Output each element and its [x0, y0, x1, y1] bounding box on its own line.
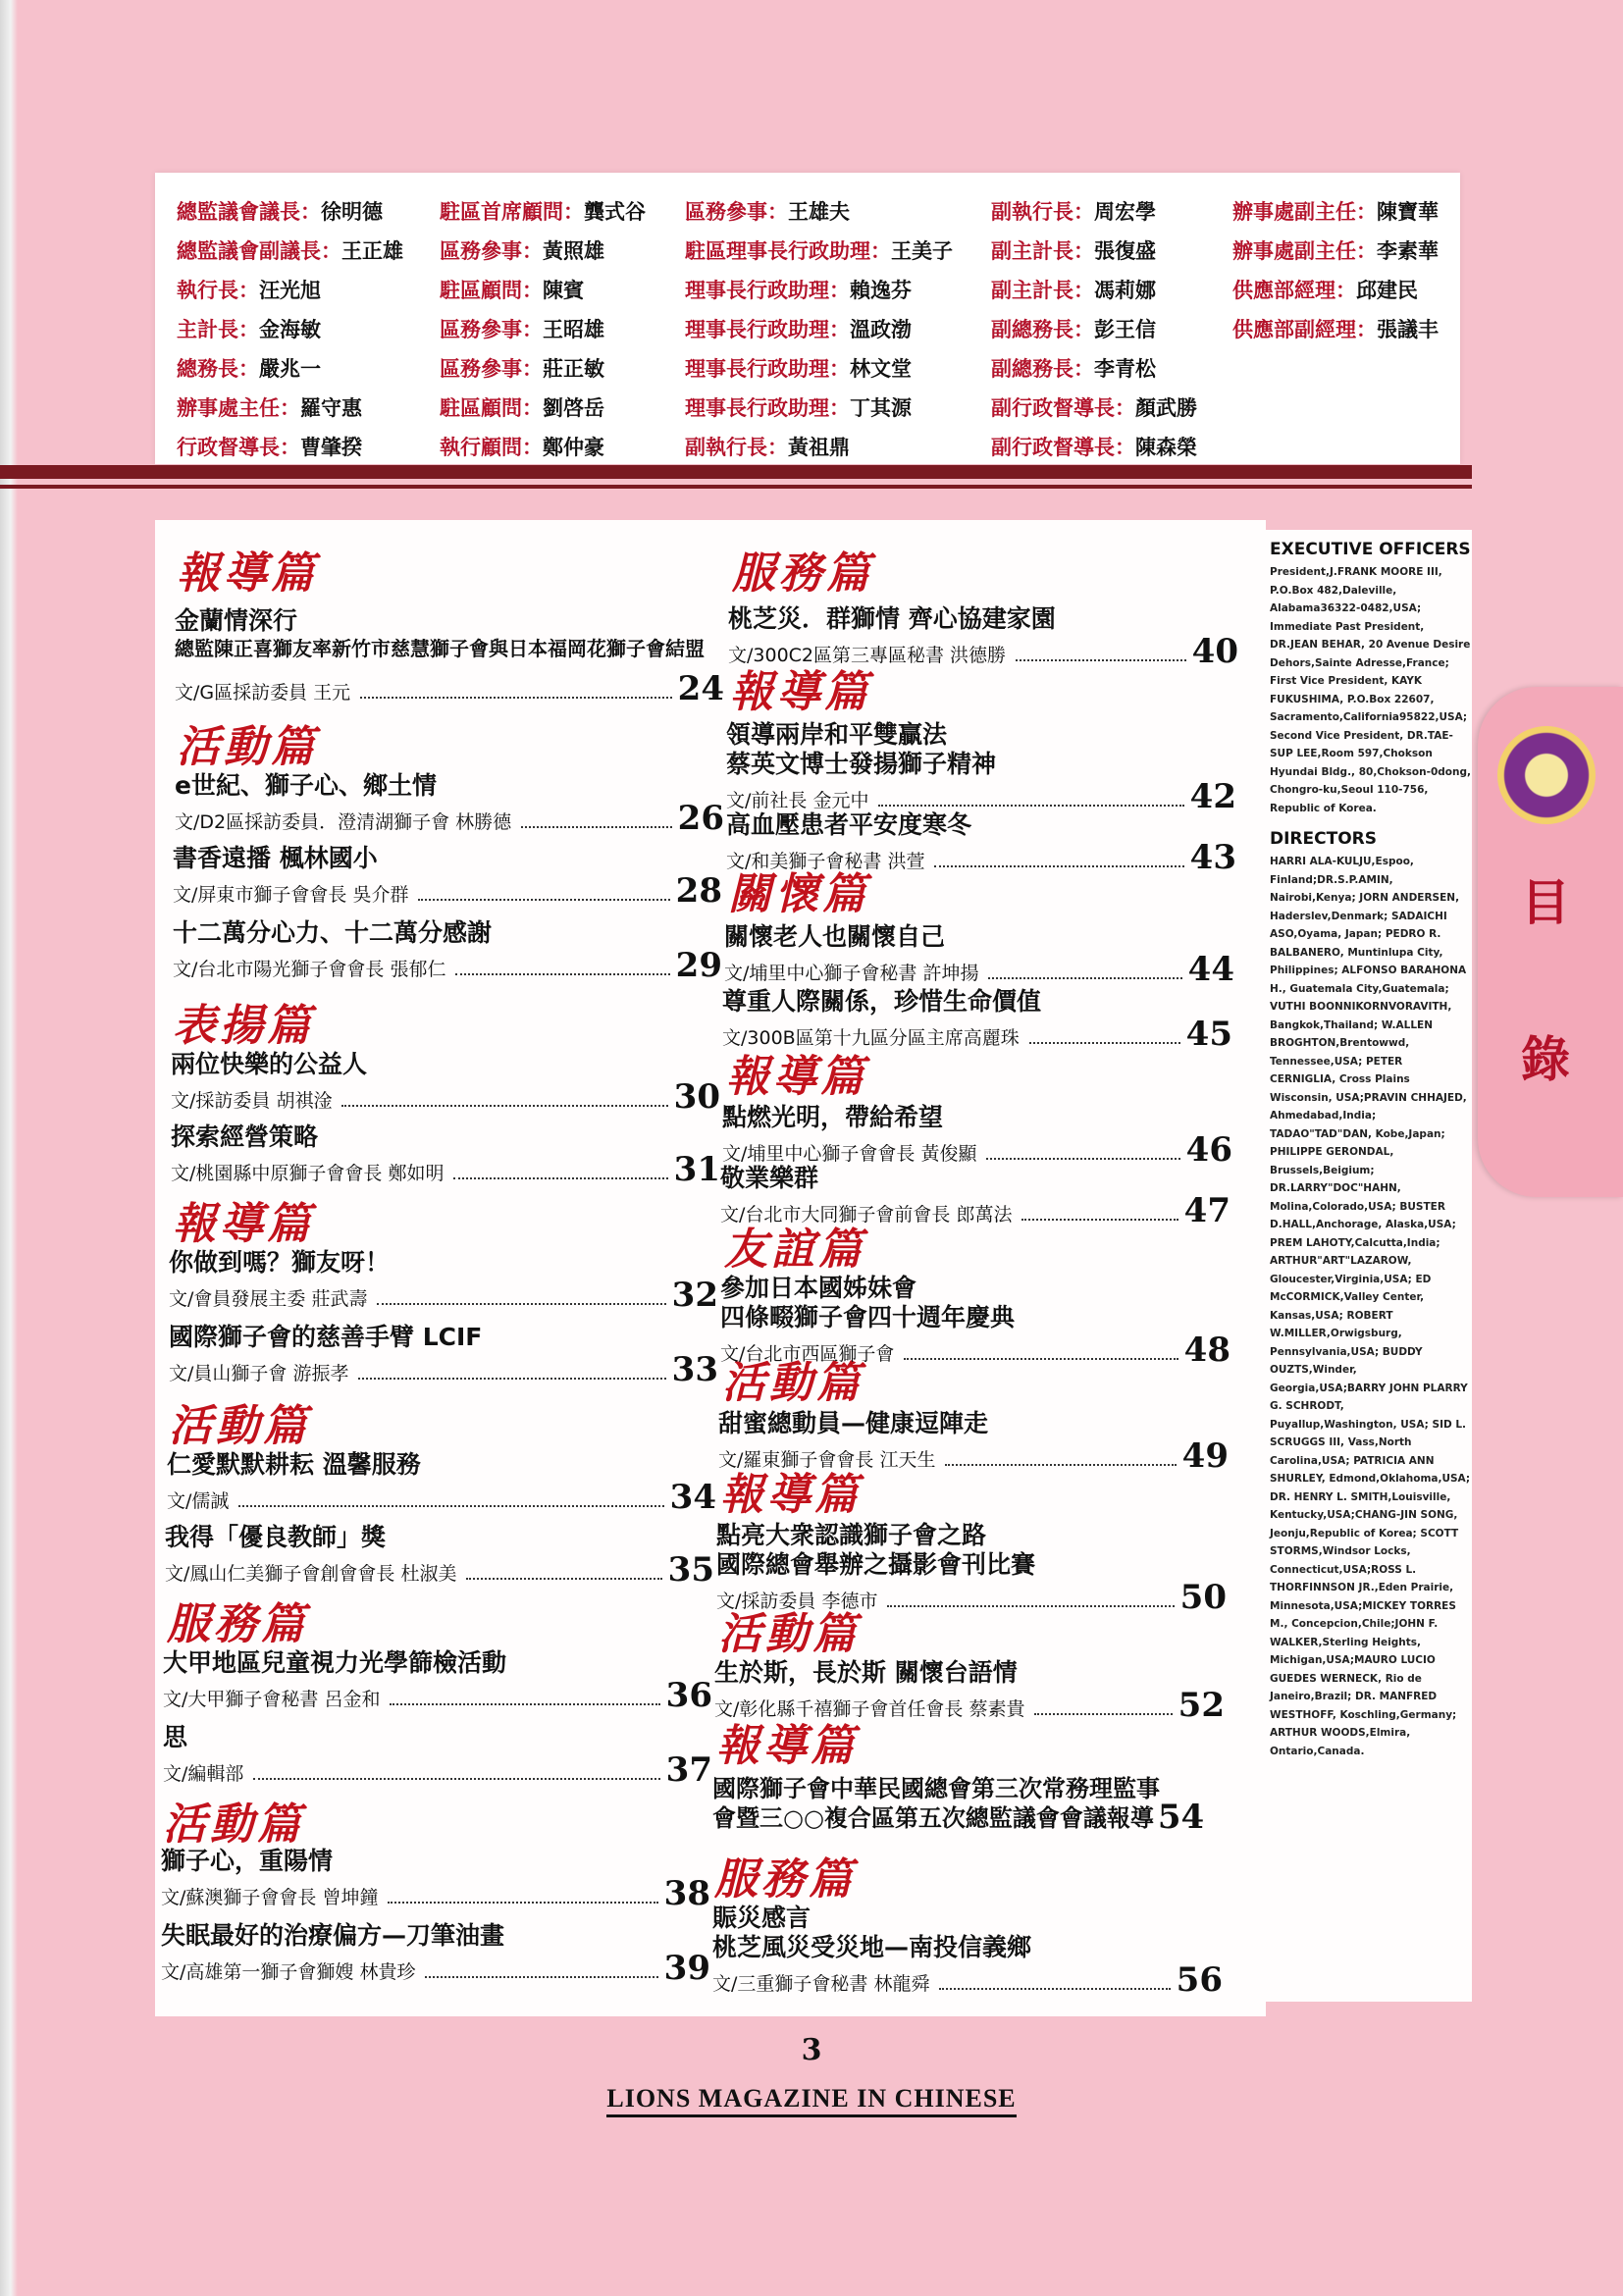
toc-entry[interactable] — [720, 1274, 1230, 1370]
toc-entry[interactable] — [712, 1904, 1223, 2000]
leader-dots — [377, 1303, 665, 1305]
toc-entry[interactable] — [728, 604, 1238, 671]
section-heading: 服務篇 — [732, 548, 873, 599]
entry-title: 領導兩岸和平雙贏法 — [726, 720, 948, 749]
officer-row: 副執行長：黃祖鼎 — [685, 436, 850, 459]
directors-heading: DIRECTORS — [1270, 829, 1377, 849]
entry-author: 文/蘇澳獅子會會長 曾坤鐘 — [161, 1887, 379, 1908]
entry-title: 生於斯，長於斯 關懷台語情 — [714, 1658, 1018, 1687]
officers-col-5 — [1232, 192, 1439, 349]
entry-author: 文/台北市大同獅子會前會長 郎萬法 — [720, 1204, 1013, 1226]
officer-row: 區務參事：黃照雄 — [440, 239, 604, 263]
section-heading: 報導篇 — [726, 1052, 867, 1102]
officer-row: 駐區理事長行政助理：王美子 — [685, 239, 953, 263]
officer-row: 辦事處副主任：陳寶華 — [1232, 200, 1439, 224]
entry-subtitle: 蔡英文博士發揚獅子精神 — [726, 750, 997, 778]
officer-row: 執行長：汪光旭 — [177, 279, 321, 302]
leader-dots — [878, 805, 1183, 807]
toc-entry[interactable] — [716, 1521, 1227, 1617]
leader-dots — [1034, 1713, 1172, 1715]
entry-page: 26 — [677, 799, 724, 838]
exec-heading: EXECUTIVE OFFICERS — [1270, 540, 1471, 559]
entry-page: 32 — [671, 1276, 718, 1315]
entry-page: 45 — [1185, 1015, 1232, 1054]
entry-author: 文/編輯部 — [163, 1763, 244, 1785]
entry-page: 38 — [663, 1874, 710, 1913]
officers-col-4 — [991, 192, 1197, 467]
entry-author: 文/G區採訪委員 王元 — [175, 682, 351, 704]
entry-author: 文/羅東獅子會會長 江天生 — [718, 1449, 936, 1471]
entry-title: 關懷老人也關懷自己 — [724, 922, 946, 951]
entry-page: 24 — [677, 669, 724, 708]
toc-entry[interactable] — [726, 810, 1236, 877]
entry-author: 文/D2區採訪委員．澄清湖獅子會 林勝德 — [175, 811, 512, 833]
leader-dots — [455, 973, 669, 975]
officer-row: 駐區首席顧問：龔式谷 — [440, 200, 646, 224]
entry-title: 桃芝災．群獅情 齊心協建家園 — [728, 604, 1056, 633]
toc-entry[interactable] — [167, 1450, 716, 1517]
section-heading: 服務篇 — [714, 1854, 856, 1905]
entry-title: e世紀、獅子心、鄉土情 — [175, 771, 437, 800]
toc-entry[interactable] — [714, 1658, 1225, 1725]
toc-entry[interactable] — [165, 1523, 714, 1590]
leader-dots — [425, 1976, 657, 1978]
entry-subtitle: 四條畷獅子會四十週年慶典 — [720, 1303, 1016, 1331]
entry-page: 31 — [673, 1150, 720, 1189]
entry-subtitle: 國際總會舉辦之攝影會刊比賽 — [716, 1550, 1036, 1579]
officers-col-3 — [685, 192, 953, 467]
entry-title: 尊重人際關係，珍惜生命價值 — [722, 987, 1042, 1016]
entry-page: 49 — [1181, 1436, 1229, 1476]
entry-subtitle: 會暨三○○複合區第五次總監議會會議報導 — [712, 1804, 1154, 1832]
officer-row: 理事長行政助理：溫政渤 — [685, 318, 912, 341]
toc-entry[interactable] — [169, 1248, 718, 1315]
officer-row: 總監議會議長：徐明德 — [177, 200, 383, 224]
page-number: 3 — [801, 2033, 822, 2067]
entry-page: 50 — [1179, 1578, 1227, 1617]
officers-col-2 — [440, 192, 646, 467]
tab-char-bottom: 錄 — [1521, 1030, 1570, 1088]
page-edge-shadow — [0, 0, 18, 2296]
entry-title: 高血壓患者平安度寒冬 — [726, 810, 972, 839]
officer-row: 副行政督導長：顏武勝 — [991, 396, 1197, 420]
leader-dots — [887, 1605, 1174, 1607]
section-heading: 活動篇 — [722, 1358, 864, 1408]
entry-page: 44 — [1187, 950, 1234, 989]
magazine-title — [0, 2084, 1623, 2113]
entry-page: 43 — [1189, 838, 1236, 877]
entry-page: 42 — [1189, 777, 1236, 816]
section-heading: 活動篇 — [163, 1800, 304, 1850]
entry-author: 文/彰化縣千禧獅子會首任會長 蔡素貴 — [714, 1698, 1025, 1720]
entry-title: 大甲地區兒童視力光學篩檢活動 — [163, 1648, 507, 1677]
magazine-title-text: LIONS MAGAZINE IN CHINESE — [606, 2084, 1016, 2117]
lions-logo-icon — [1497, 726, 1596, 824]
entry-author: 文/高雄第一獅子會獅嫂 林貴珍 — [161, 1961, 416, 1983]
entry-author: 文/和美獅子會秘書 洪萱 — [726, 851, 925, 872]
officer-row: 駐區顧問：劉啓岳 — [440, 396, 604, 420]
section-heading: 報導篇 — [720, 1470, 862, 1520]
officers-col-1 — [177, 192, 403, 467]
toc-entry[interactable] — [712, 1774, 1232, 1837]
toc-entry[interactable] — [175, 771, 724, 838]
entry-title: 我得「優良教師」獎 — [165, 1523, 387, 1551]
entry-author: 文/採訪委員 胡祺淦 — [171, 1090, 333, 1112]
entry-author: 文/屏東市獅子會會長 吳介群 — [173, 884, 409, 906]
entry-title: 思 — [163, 1723, 188, 1751]
entry-page: 33 — [671, 1350, 718, 1389]
officer-row: 副主計長：張復盛 — [991, 239, 1156, 263]
officer-row: 副執行長：周宏學 — [991, 200, 1156, 224]
toc-entry[interactable] — [171, 1050, 720, 1117]
officer-row: 區務參事：王昭雄 — [440, 318, 604, 341]
leader-dots — [358, 1378, 665, 1380]
toc-entry[interactable] — [173, 918, 722, 985]
entry-title: 失眠最好的治療偏方—刀筆油畫 — [161, 1921, 505, 1950]
officer-row: 區務參事：王雄夫 — [685, 200, 850, 224]
entry-page: 40 — [1191, 632, 1238, 671]
leader-dots — [521, 826, 672, 828]
section-heading: 活動篇 — [718, 1609, 860, 1659]
tab-char-top: 目 — [1521, 873, 1570, 931]
entry-title: 敬業樂群 — [720, 1164, 819, 1192]
entry-author: 文/三重獅子會秘書 林龍舜 — [712, 1973, 930, 1995]
toc-entry[interactable] — [722, 1103, 1232, 1170]
entry-title: 金蘭情深行 — [175, 606, 298, 635]
toc-entry[interactable] — [161, 1921, 710, 1988]
officer-row: 辦事處主任：羅守惠 — [177, 396, 362, 420]
officer-row: 行政督導長：曹肇揆 — [177, 436, 362, 459]
entry-title: 賑災感言 — [712, 1904, 812, 1932]
entry-page: 48 — [1183, 1331, 1230, 1370]
entry-page: 56 — [1176, 1960, 1223, 2000]
leader-dots — [238, 1505, 663, 1507]
entry-title: 獅子心，重陽情 — [161, 1847, 334, 1875]
entry-page: 28 — [675, 871, 722, 911]
officer-row: 副主計長：馮莉娜 — [991, 279, 1156, 302]
entry-title: 你做到嗎？獅友呀！ — [169, 1248, 391, 1277]
leader-dots — [418, 899, 669, 901]
leader-dots — [939, 1988, 1170, 1990]
entry-author: 文/鳳山仁美獅子會創會會長 杜淑美 — [165, 1563, 457, 1585]
entry-author: 文/300B區第十九區分區主席高麗珠 — [722, 1027, 1020, 1049]
officer-row: 總務長：嚴兆一 — [177, 357, 321, 381]
entry-author: 文/桃園縣中原獅子會會長 鄭如明 — [171, 1163, 445, 1184]
officer-row: 駐區顧問：陳賓 — [440, 279, 584, 302]
toc-entry[interactable] — [724, 922, 1234, 989]
officer-row: 執行顧問：鄭仲豪 — [440, 436, 604, 459]
entry-author: 文/前社長 金元中 — [726, 790, 869, 811]
section-heading: 表揚篇 — [173, 1001, 314, 1051]
toc-entry[interactable] — [720, 1164, 1230, 1230]
leader-dots — [341, 1105, 667, 1107]
entry-title: 國際獅子會中華民國總會第三次常務理監事 — [712, 1775, 1160, 1802]
entry-author: 文/300C2區第三專區秘書 洪德勝 — [728, 645, 1007, 666]
entry-author: 文/台北市陽光獅子會會長 張郁仁 — [173, 959, 446, 980]
entry-author: 文/埔里中心獅子會秘書 許坤揚 — [724, 963, 979, 984]
header-rule-thick — [0, 465, 1472, 479]
officer-row: 主計長：金海敏 — [177, 318, 321, 341]
section-heading: 活動篇 — [177, 722, 318, 772]
entry-page: 30 — [673, 1077, 720, 1117]
directors-text: HARRI ALA-KULJU,Espoo, Finland;DR.S.P.AMIN, Nairobi,Kenya; JORN ANDERSEN, Haderslev,Denmark; SADAICHI ASO,Oyama, Japan; PEDRO R. BALBANERO, Muntinlupa City, Philippines; ALFONSO BARAHONA H., Guatemala City,Guatemala; VUTHI BOONNIKORNVORAVITH, Bangkok,Thailand; W.ALLEN BROGHTON,Brentowwd, Tennessee,USA; PETER CERNIGLIA, Cross Plains Wisconsin, USA;PRAVIN CHHAJED, Ahmedabad,India; TADAO"TAD"DAN, Kobe,Japan; PHILIPPE GERONDAL, Brussels,Beigium; DR.LARRY"DOC"HAHN, Molina,Colorado,USA; BUSTER D.HALL,Anchorage, Alaska,USA; PREM LAHOTY,Calcutta,India; ARTHUR"ART"LAZAROW, Gloucester,Virginia,USA; ED McCORMICK,Valley Center, Kansas,USA; ROBERT W.MILLER,Orwigsburg, Pennsylvania,USA; BUDDY OUZTS,Winder, Georgia,USA;BARRY JOHN PLARRY G. SCHRODT, Puyallup,Washington, USA; SID L. SCRUGGS III, Vass,North Carolina,USA; PATRICIA ANN SHURLEY, Edmond,Oklahoma,USA; DR. HENRY L. SMITH,Louisville, Kentucky,USA;CHANG-JIN SONG, Jeonju,Republic of Korea; SCOTT STORMS,Windsor Locks, Connecticut,USA;ROSS L. THORFINNSON JR.,Eden Prairie, Minnesota,USA;MICKEY TORRES M., Concepcion,Chile;JOHN F. WALKER,Sterling Heights, Michigan,USA;MAURO LUCIO GUEDES WERNECK, Rio de Janeiro,Brazil; DR. MANFRED WESTHOFF, Koschling,Germany; ARTHUR WOODS,Elmira, Ontario,Canada. — [1270, 856, 1471, 1757]
officer-row: 總監議會副議長：王正雄 — [177, 239, 403, 263]
entry-page: 46 — [1185, 1130, 1232, 1170]
entry-title: 探索經營策略 — [171, 1122, 319, 1151]
toc-entry[interactable] — [726, 720, 1236, 816]
toc-entry[interactable] — [718, 1409, 1229, 1476]
entry-author: 文/台北市西區獅子會 — [720, 1343, 895, 1365]
section-heading: 服務篇 — [167, 1599, 308, 1649]
officer-row: 供應部副經理：張議丰 — [1232, 318, 1439, 341]
leader-dots — [945, 1464, 1176, 1466]
entry-title: 十二萬分心力、十二萬分感謝 — [173, 918, 493, 947]
officer-row: 副總務長：李青松 — [991, 357, 1156, 381]
entry-title: 兩位快樂的公益人 — [171, 1050, 368, 1078]
officer-row: 理事長行政助理：賴逸芬 — [685, 279, 912, 302]
section-heading: 友誼篇 — [724, 1225, 865, 1275]
entry-page: 34 — [669, 1478, 716, 1517]
officers-directors-column — [1266, 530, 1472, 2002]
entry-author: 文/會員發展主委 莊武壽 — [169, 1288, 368, 1310]
officer-row: 副行政督導長：陳森榮 — [991, 436, 1197, 459]
entry-author: 文/大甲獅子會秘書 呂金和 — [163, 1689, 381, 1710]
section-heading: 活動篇 — [169, 1401, 310, 1451]
leader-dots — [1029, 1042, 1180, 1044]
leader-dots — [1021, 1219, 1178, 1221]
leader-dots — [360, 697, 672, 699]
leader-dots — [1016, 659, 1186, 661]
officer-row: 理事長行政助理：丁其源 — [685, 396, 912, 420]
section-heading: 報導篇 — [730, 667, 871, 717]
section-heading: 報導篇 — [173, 1199, 314, 1249]
entry-title: 點亮大衆認識獅子會之路 — [716, 1521, 987, 1549]
officer-row: 副總務長：彭王信 — [991, 318, 1156, 341]
entry-title: 點燃光明，帶給希望 — [722, 1103, 944, 1131]
entry-subtitle: 總監陳正喜獅友率新竹市慈慧獅子會與日本福岡花獅子會結盟 — [175, 637, 705, 660]
leader-dots — [904, 1358, 1178, 1360]
entry-author: 文/採訪委員 李德市 — [716, 1591, 878, 1612]
entry-page: 29 — [675, 946, 722, 985]
entry-author: 文/儒誠 — [167, 1490, 230, 1512]
entry-title: 參加日本國姊妹會 — [720, 1274, 917, 1302]
section-heading: 關懷篇 — [728, 869, 869, 919]
leader-dots — [253, 1778, 659, 1780]
officers-box — [155, 173, 1460, 464]
leader-dots — [988, 977, 1181, 979]
entry-title: 書香遠播 楓林國小 — [173, 844, 378, 872]
toc-entry[interactable] — [163, 1648, 712, 1715]
entry-page: 39 — [663, 1949, 710, 1988]
entry-title: 仁愛默默耕耘 溫馨服務 — [167, 1450, 421, 1479]
entry-author: 文/員山獅子會 游振孝 — [169, 1363, 349, 1384]
entry-page: 54 — [1157, 1798, 1205, 1837]
leader-dots — [934, 865, 1183, 867]
officer-row: 供應部經理：邱建民 — [1232, 279, 1418, 302]
entry-page: 37 — [665, 1750, 712, 1790]
entry-title: 國際獅子會的慈善手臂 LCIF — [169, 1323, 483, 1351]
toc-entry[interactable] — [722, 987, 1232, 1054]
leader-dots — [388, 1902, 657, 1904]
section-heading: 報導篇 — [177, 548, 318, 599]
entry-title: 甜蜜總動員—健康逗陣走 — [718, 1409, 989, 1437]
toc-entry[interactable] — [163, 1723, 712, 1790]
leader-dots — [390, 1703, 659, 1705]
officer-row: 理事長行政助理：林文堂 — [685, 357, 912, 381]
entry-page: 35 — [667, 1550, 714, 1590]
toc-entry[interactable] — [173, 844, 722, 911]
section-heading: 報導篇 — [716, 1721, 858, 1771]
exec-text: President,J.FRANK MOORE III, P.O.Box 482,Daleville, Alabama36322-0482,USA; Immediate Past President, DR.JEAN BEHAR, 20 Avenue Desire Dehors,Sainte Adresse,France; First Vice President, KAYK FUKUSHIMA, P.O.Box 22607, Sacramento,California95822,USA; Second Vice President, DR.TAE-SUP LEE,Room 597,Chokson Hyundai Bldg., 80,Chokson-0dong, Chongro-ku,Seoul 110-756, Republic of Korea. — [1270, 566, 1471, 814]
toc-entry[interactable] — [161, 1847, 710, 1913]
leader-dots — [466, 1578, 661, 1580]
header-rule-thin — [0, 485, 1472, 489]
officer-row: 辦事處副主任：李素華 — [1232, 239, 1439, 263]
toc-entry[interactable] — [171, 1122, 720, 1189]
entry-page: 36 — [665, 1676, 712, 1715]
entry-page: 47 — [1183, 1191, 1230, 1230]
leader-dots — [986, 1158, 1179, 1160]
entry-author: 文/埔里中心獅子會會長 黃俊顯 — [722, 1143, 977, 1165]
entry-subtitle: 桃芝風災受災地—南投信義鄉 — [712, 1933, 1032, 1961]
entry-page: 52 — [1178, 1686, 1225, 1725]
officer-row: 區務參事：莊正敏 — [440, 357, 604, 381]
toc-entry[interactable] — [175, 606, 724, 708]
toc-entry[interactable] — [169, 1323, 718, 1389]
leader-dots — [453, 1177, 667, 1179]
